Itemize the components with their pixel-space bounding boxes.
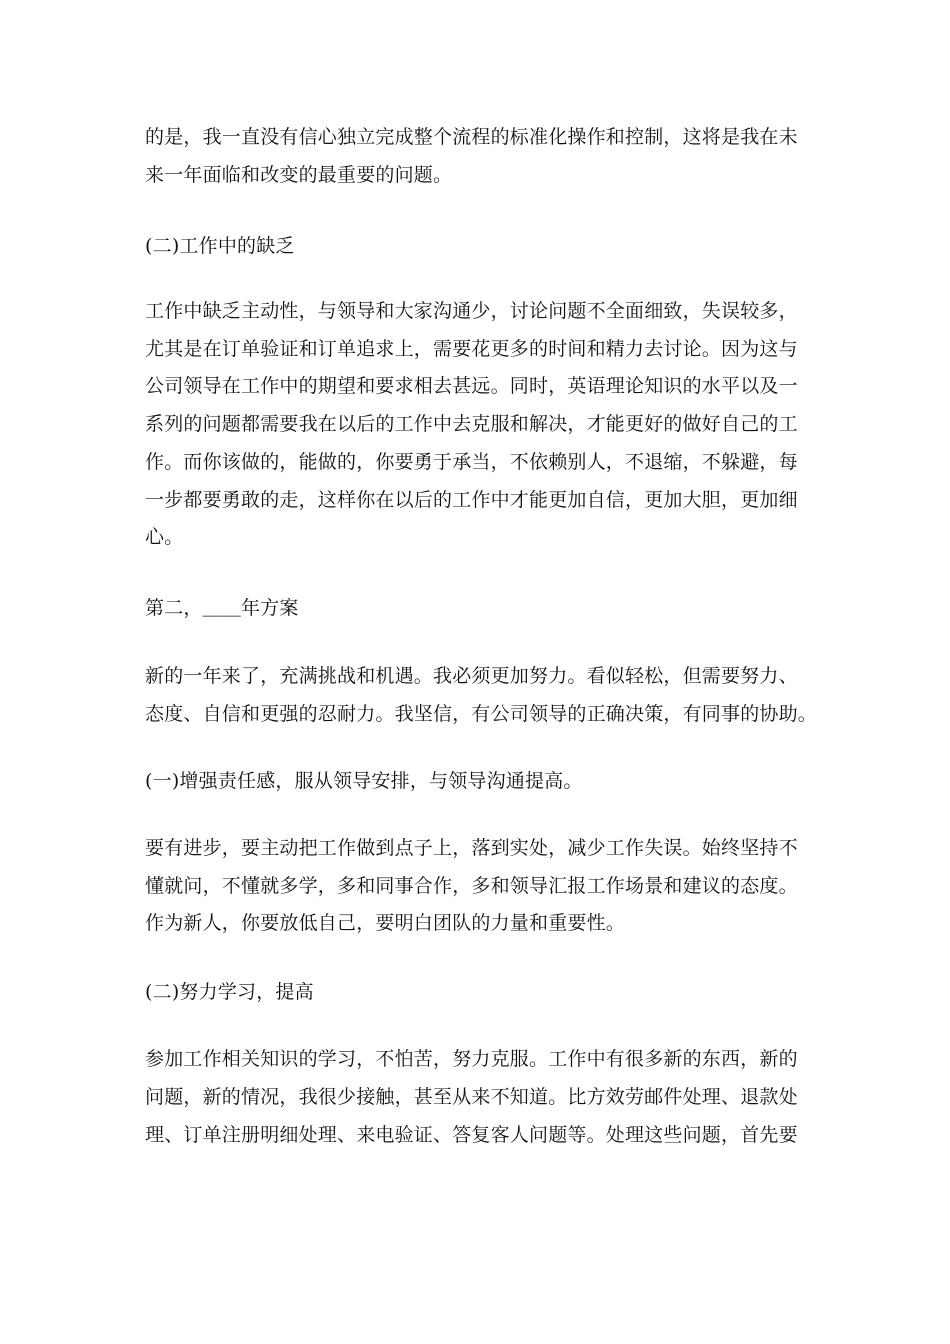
paragraph-line: 态度、自信和更强的忍耐力。我坚信，有公司领导的正确决策，有同事的协助。 <box>145 703 818 725</box>
section-heading: (一)增强责任感，服从领导安排，与领导沟通提高。 <box>145 770 583 792</box>
paragraph-line: 一步都要勇敢的走，这样你在以后的工作中才能更加自信，更加大胆，更加细 <box>145 489 798 511</box>
paragraph-line: 要有进步，要主动把工作做到点子上，落到实处，减少工作失误。始终坚持不 <box>145 837 798 859</box>
paragraph-line: 公司领导在工作中的期望和要求相去甚远。同时，英语理论知识的水平以及一 <box>145 375 798 397</box>
paragraph-line: 作。而你该做的，能做的，你要勇于承当，不依赖别人，不退缩，不躲避，每 <box>145 451 798 473</box>
paragraph-line: 尤其是在订单验证和订单追求上，需要花更多的时间和精力去讨论。因为这与 <box>145 338 798 360</box>
section-heading: 第二，＿＿年方案 <box>145 597 299 619</box>
paragraph-line: 工作中缺乏主动性，与领导和大家沟通少，讨论问题不全面细致，失误较多， <box>145 300 798 322</box>
paragraph-line: 懂就问，不懂就多学，多和同事合作，多和领导汇报工作场景和建议的态度。 <box>145 875 798 897</box>
paragraph-line: 心。 <box>145 526 184 548</box>
paragraph-line: 理、订单注册明细处理、来电验证、答复客人问题等。处理这些问题，首先要 <box>145 1124 798 1146</box>
section-heading: (二)工作中的缺乏 <box>145 235 295 257</box>
paragraph-line: 新的一年来了，充满挑战和机遇。我必须更加努力。看似轻松，但需要努力、 <box>145 665 798 687</box>
section-heading: (二)努力学习，提高 <box>145 981 314 1003</box>
paragraph-line: 参加工作相关知识的学习，不怕苦，努力克服。工作中有很多新的东西，新的 <box>145 1048 798 1070</box>
paragraph-line: 系列的问题都需要我在以后的工作中去克服和解决，才能更好的做好自己的工 <box>145 413 798 435</box>
paragraph-line: 问题，新的情况，我很少接触，甚至从来不知道。比方效劳邮件处理、退款处 <box>145 1086 798 1108</box>
paragraph-line: 来一年面临和改变的最重要的问题。 <box>145 164 453 186</box>
paragraph-line: 作为新人，你要放低自己，要明白团队的力量和重要性。 <box>145 912 626 934</box>
paragraph-line: 的是，我一直没有信心独立完成整个流程的标准化操作和控制，这将是我在未 <box>145 126 798 148</box>
